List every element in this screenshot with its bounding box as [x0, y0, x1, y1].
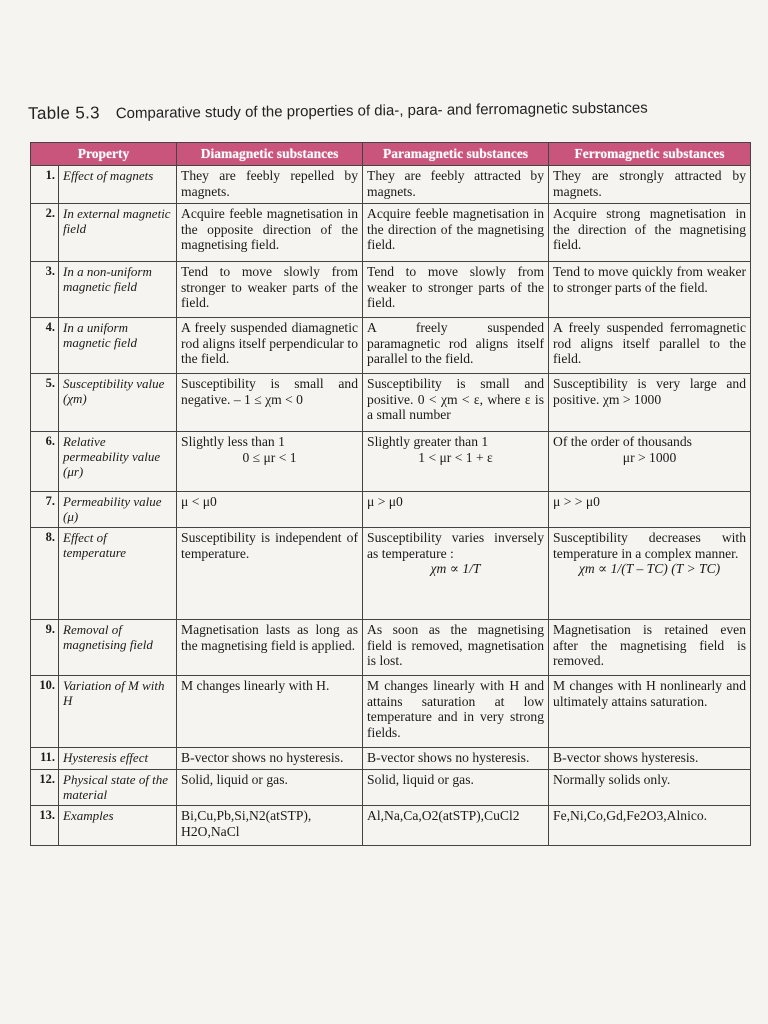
para-cell: They are feebly attracted by magnets. — [363, 166, 549, 204]
para-cell: Acquire feeble magnetisation in the direction of the magnetising field. — [363, 204, 549, 262]
property-cell: Variation of M with H — [59, 676, 177, 748]
para-text: Slightly greater than 1 — [367, 434, 489, 449]
property-cell: Effect of temperature — [59, 528, 177, 620]
dia-cell: B-vector shows no hysteresis. — [177, 748, 363, 770]
table-row — [31, 676, 751, 748]
row-number: 11. — [31, 748, 59, 770]
dia-cell: Solid, liquid or gas. — [177, 770, 363, 806]
dia-cell: A freely suspended diamagnetic rod aligns itself perpendicular to the field. — [177, 318, 363, 374]
ferro-cell: They are strongly attracted by magnets. — [549, 166, 751, 204]
para-cell — [363, 432, 549, 492]
row-number: 7. — [31, 492, 59, 528]
para-cell: Al,Na,Ca,O2(atSTP),CuCl2 — [363, 806, 549, 846]
ferro-cell: B-vector shows hysteresis. — [549, 748, 751, 770]
dia-cell: M changes linearly with H. — [177, 676, 363, 748]
ferro-cell: Tend to move quickly from weaker to stronger parts of the field. — [549, 262, 751, 318]
dia-cell: Acquire feeble magnetisation in the opposite direction of the magnetising field. — [177, 204, 363, 262]
row-number: 9. — [31, 620, 59, 676]
table-title: Comparative study of the properties of dia-, para- and ferromagnetic substances — [115, 99, 648, 123]
table-row — [31, 620, 751, 676]
header-property: Property — [31, 143, 177, 166]
dia-cell: Susceptibility is independent of temperature. — [177, 528, 363, 620]
dia-cell: μ < μ0 — [177, 492, 363, 528]
table-row — [31, 806, 751, 846]
property-cell: Removal of magnetising field — [59, 620, 177, 676]
row-number: 10. — [31, 676, 59, 748]
para-cell: As soon as the magnetising field is removed, magnetisation is lost. — [363, 620, 549, 676]
ferro-cell: Fe,Ni,Co,Gd,Fe2O3,Alnico. — [549, 806, 751, 846]
row-number: 12. — [31, 770, 59, 806]
property-cell: Relative permeability value (μr) — [59, 432, 177, 492]
para-cell: Solid, liquid or gas. — [363, 770, 549, 806]
dia-text: Slightly less than 1 — [181, 434, 285, 449]
table-row — [31, 492, 751, 528]
dia-cell: Bi,Cu,Pb,Si,N2(atSTP), H2O,NaCl — [177, 806, 363, 846]
dia-cell: Magnetisation lasts as long as the magnetising field is applied. — [177, 620, 363, 676]
para-cell — [363, 528, 549, 620]
table-row — [31, 770, 751, 806]
property-cell: In a uniform magnetic field — [59, 318, 177, 374]
ferro-cell: M changes with H nonlinearly and ultimately attains saturation. — [549, 676, 751, 748]
ferro-cell: Acquire strong magnetisation in the direction of the magnetising field. — [549, 204, 751, 262]
dia-cell: Susceptibility is small and negative. – 1 ≤ χm < 0 — [177, 374, 363, 432]
table-row — [31, 262, 751, 318]
row-number: 13. — [31, 806, 59, 846]
property-cell: Hysteresis effect — [59, 748, 177, 770]
para-text: Susceptibility varies inversely as temperature : — [367, 530, 545, 561]
row-number: 8. — [31, 528, 59, 620]
para-cell: μ > μ0 — [363, 492, 549, 528]
ferro-cell — [549, 528, 751, 620]
property-cell: Examples — [59, 806, 177, 846]
para-cell: B-vector shows no hysteresis. — [363, 748, 549, 770]
table-row — [31, 528, 751, 620]
row-number: 1. — [31, 166, 59, 204]
dia-cell: They are feebly repelled by magnets. — [177, 166, 363, 204]
dia-equation: 0 ≤ μr < 1 — [242, 449, 297, 465]
comparison-table — [30, 142, 751, 846]
ferro-equation: χm ∝ 1/(T – TC) (T > TC) — [578, 561, 721, 576]
ferro-text: Susceptibility decreases with temperature in a complex manner. — [553, 530, 747, 561]
header-ferromagnetic: Ferromagnetic substances — [549, 143, 751, 166]
property-cell: In a non-uniform magnetic field — [59, 262, 177, 318]
property-cell: Effect of magnets — [59, 166, 177, 204]
row-number: 2. — [31, 204, 59, 262]
ferro-cell: A freely suspended ferromagnetic rod aligns itself parallel to the field. — [549, 318, 751, 374]
ferro-cell: Susceptibility is very large and positive. χm > 1000 — [549, 374, 751, 432]
ferro-equation: μr > 1000 — [622, 449, 677, 465]
table-row — [31, 204, 751, 262]
dia-cell: Tend to move slowly from stronger to weaker parts of the field. — [177, 262, 363, 318]
table-caption — [28, 98, 648, 124]
property-cell: Susceptibility value (χm) — [59, 374, 177, 432]
row-number: 5. — [31, 374, 59, 432]
header-paramagnetic: Paramagnetic substances — [363, 143, 549, 166]
ferro-text: Of the order of thousands — [553, 434, 692, 449]
dia-cell — [177, 432, 363, 492]
table-row — [31, 432, 751, 492]
ferro-cell: Magnetisation is retained even after the magnetising field is removed. — [549, 620, 751, 676]
para-cell: Tend to move slowly from weaker to stronger parts of the field. — [363, 262, 549, 318]
table-number: Table 5.3 — [28, 103, 100, 123]
table-row — [31, 748, 751, 770]
header-row — [31, 143, 751, 166]
table-row — [31, 374, 751, 432]
row-number: 3. — [31, 262, 59, 318]
para-cell: A freely suspended paramagnetic rod aligns itself parallel to the field. — [363, 318, 549, 374]
para-cell: M changes linearly with H and attains saturation at low temperature and in very strong fields. — [363, 676, 549, 748]
row-number: 6. — [31, 432, 59, 492]
table-row — [31, 318, 751, 374]
row-number: 4. — [31, 318, 59, 374]
ferro-cell: μ > > μ0 — [549, 492, 751, 528]
para-cell: Susceptibility is small and positive. 0 < χm < ε, where ε is a small number — [363, 374, 549, 432]
property-cell: Physical state of the material — [59, 770, 177, 806]
para-equation: χm ∝ 1/T — [430, 561, 481, 576]
header-diamagnetic: Diamagnetic substances — [177, 143, 363, 166]
para-equation: 1 < μr < 1 + ε — [418, 449, 493, 465]
ferro-cell — [549, 432, 751, 492]
property-cell: In external magnetic field — [59, 204, 177, 262]
table-row — [31, 166, 751, 204]
property-cell: Permeability value (μ) — [59, 492, 177, 528]
ferro-cell: Normally solids only. — [549, 770, 751, 806]
